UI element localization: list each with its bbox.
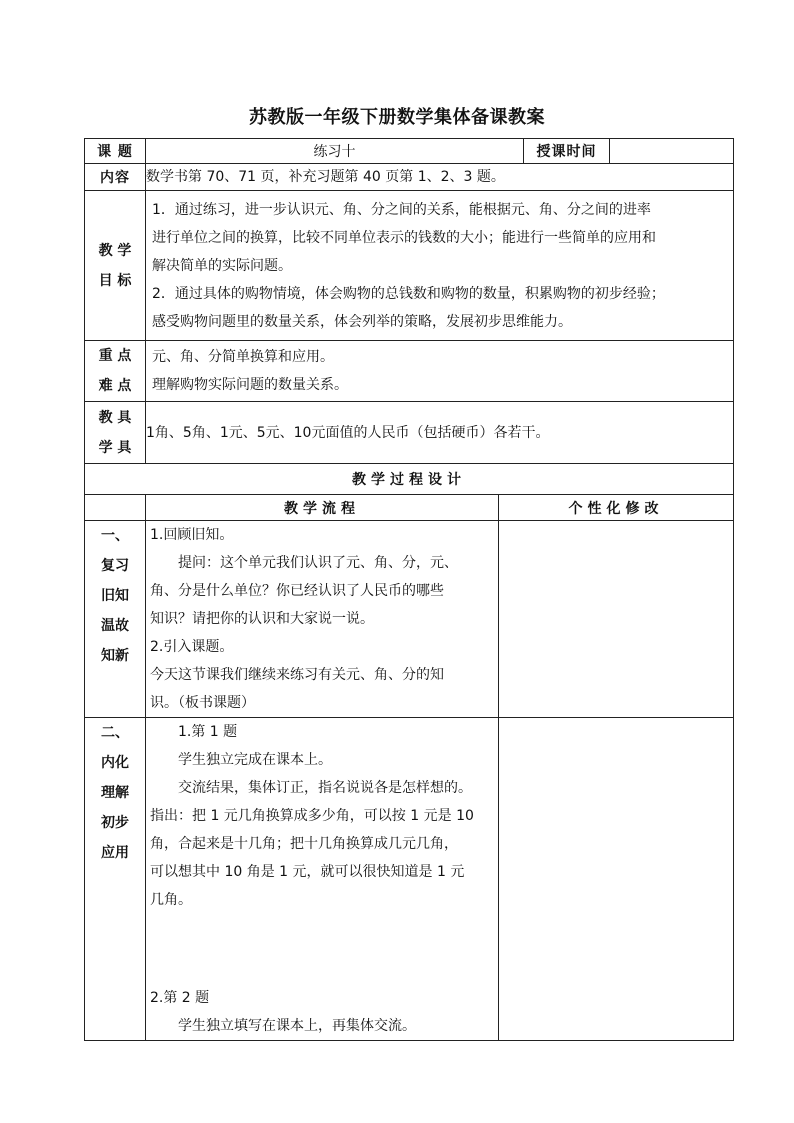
step-label-line: 初步: [101, 815, 129, 831]
step-1-flow: [146, 521, 499, 718]
step-1-modify: [499, 521, 734, 718]
step-label-line: 二、: [101, 725, 129, 741]
topic-label: 课 题: [85, 139, 146, 164]
process-section-title: 教学过程设计: [85, 464, 734, 495]
tools-label-line: 学 具: [98, 439, 132, 456]
flow-line: 学生独立完成在课本上。: [178, 752, 332, 768]
objective-line: 感受购物问题里的数量关系，体会列举的策略，发展初步思维能力。: [152, 313, 572, 330]
process-header-row: [85, 495, 734, 521]
time-label: 授课时间: [524, 139, 610, 164]
topic-value: 练习十: [146, 139, 524, 164]
objectives-label-line: 教 学: [98, 242, 132, 259]
modify-column-header: 个性化修改: [499, 495, 734, 521]
flow-line: 角，合起来是十几角；把十几角换算成几元几角，: [150, 836, 458, 852]
key-points-label-line: 重 点: [98, 348, 132, 364]
difficulty-point: 理解购物实际问题的数量关系。: [152, 377, 348, 393]
step-label-line: 一、: [101, 528, 129, 544]
step-label-line: 应用: [101, 845, 129, 861]
flow-line: 交流结果，集体订正，指名说说各是怎样想的。: [178, 780, 472, 796]
time-value: [610, 139, 734, 164]
process-header-blank: [85, 495, 146, 521]
key-points-label-line: 难 点: [98, 378, 132, 394]
flow-line: 学生独立填写在课本上，再集体交流。: [178, 1018, 416, 1034]
content-label: 内容: [85, 164, 146, 191]
flow-line: 识。（板书课题）: [150, 695, 255, 711]
flow-line: 2.引入课题。: [150, 639, 234, 655]
key-points-text: [146, 341, 734, 402]
flow-line: 今天这节课我们继续来练习有关元、角、分的知: [150, 667, 444, 683]
step-label-line: 理解: [101, 785, 129, 801]
objective-line: 解决简单的实际问题。: [152, 257, 292, 274]
step-1-label: [85, 521, 146, 718]
tools-text: 1角、5角、1元、5元、10元面值的人民币（包括硬币）各若干。: [146, 402, 734, 464]
lesson-plan-table: [84, 138, 734, 1041]
topic-row: [85, 139, 734, 164]
flow-line: 2.第 2 题: [150, 990, 210, 1006]
tools-row: [85, 402, 734, 464]
objectives-label-line: 目 标: [98, 272, 132, 289]
flow-line: 几角。: [150, 892, 192, 908]
page-title: 苏教版一年级下册数学集体备课教案: [249, 107, 545, 128]
objective-line: 1．通过练习，进一步认识元、角、分之间的关系，能根据元、角、分之间的进率: [152, 201, 651, 218]
objective-line: 2．通过具体的购物情境，体会购物的总钱数和购物的数量，积累购物的初步经验；: [152, 285, 665, 302]
flow-line: 1.回顾旧知。: [150, 527, 234, 543]
flow-spacer: [146, 914, 498, 984]
step-label-line: 内化: [101, 755, 129, 771]
flow-line: 可以想其中 10 角是 1 元，就可以很快知道是 1 元: [150, 864, 465, 880]
step-label-line: 知新: [101, 648, 129, 664]
step-1-row: [85, 521, 734, 718]
step-2-flow: [146, 718, 499, 1041]
step-2-row: [85, 718, 734, 1041]
key-points-label: [85, 341, 146, 402]
objectives-label: [85, 191, 146, 341]
step-label-line: 旧知: [101, 588, 129, 604]
tools-label: [85, 402, 146, 464]
tools-label-line: 教 具: [98, 409, 132, 426]
objective-line: 进行单位之间的换算，比较不同单位表示的钱数的大小；能进行一些简单的应用和: [152, 229, 656, 246]
flow-line: 角、分是什么单位？你已经认识了人民币的哪些: [150, 583, 444, 599]
flow-line: 知识？请把你的认识和大家说一说。: [150, 611, 374, 627]
objectives-text: [146, 191, 734, 341]
flow-line: 1.第 1 题: [178, 724, 238, 740]
objectives-row: [85, 191, 734, 341]
flow-line: 提问：这个单元我们认识了元、角、分，元、: [178, 555, 458, 571]
content-row: [85, 164, 734, 191]
step-2-modify: [499, 718, 734, 1041]
flow-line: 指出：把 1 元几角换算成多少角，可以按 1 元是 10: [150, 808, 474, 824]
step-label-line: 温故: [101, 618, 129, 634]
step-label-line: 复习: [101, 558, 129, 574]
key-points-row: [85, 341, 734, 402]
key-point: 元、角、分简单换算和应用。: [152, 349, 334, 365]
process-title-row: [85, 464, 734, 495]
flow-column-header: 教学流程: [146, 495, 499, 521]
step-2-label: [85, 718, 146, 1041]
content-text: 数学书第 70、71 页，补充习题第 40 页第 1、2、3 题。: [146, 164, 734, 191]
